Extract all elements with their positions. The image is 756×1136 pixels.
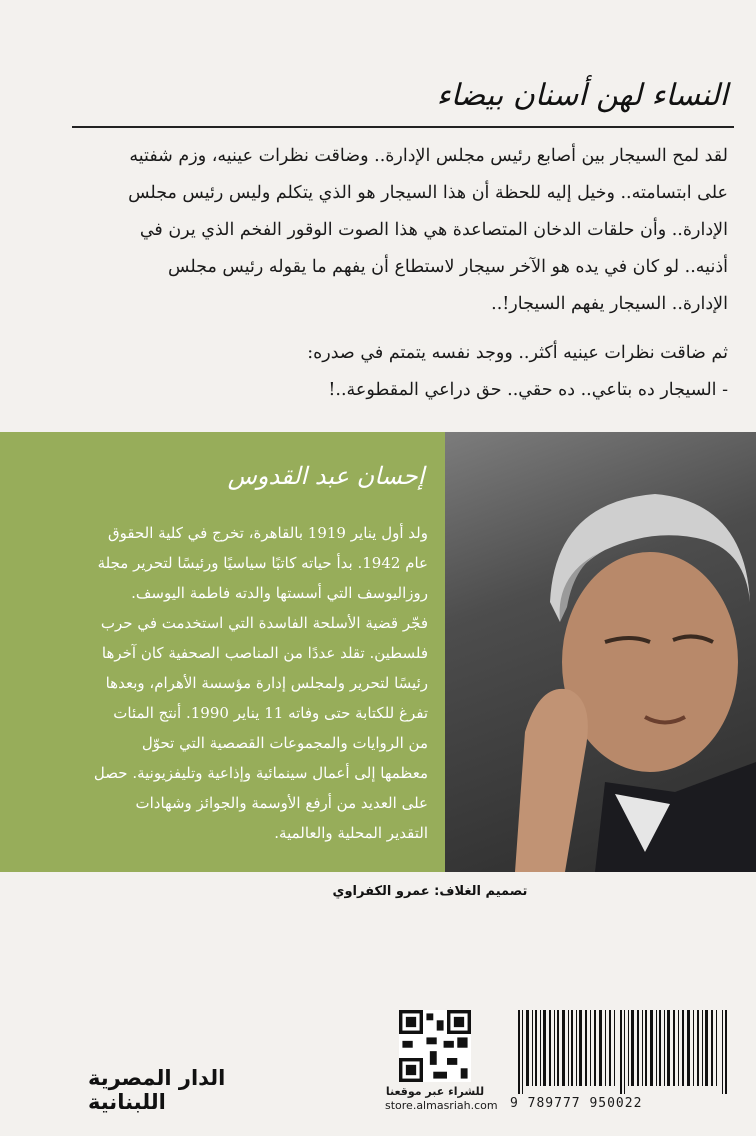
bio-line: ولد أول يناير 1919 بالقاهرة، تخرج في كلية الحقوق	[108, 524, 428, 542]
bio-line: رئيسًا لتحرير ولمجلس إدارة مؤسسة الأهرام، وبعدها	[105, 674, 428, 692]
purchase-label: للشراء عبر موقعنا	[385, 1085, 485, 1098]
bio-line: على العديد من أرفع الأوسمة والجوائز وشهادات	[135, 794, 428, 812]
excerpt-line: أذنيه.. لو كان في يده هو الآخر سيجار لاستطاع أن يفهم ما يقوله رئيس مجلس	[168, 257, 728, 277]
bio-line: روزاليوسف التي أسستها والدته فاطمة اليوسف.	[131, 584, 428, 602]
author-portrait-illustration	[445, 432, 756, 872]
bio-line: تفرغ للكتابة حتى وفاته 11 يناير 1990. أنتج المئات	[113, 704, 428, 722]
bio-line: عام 1942. بدأ حياته كاتبًا سياسيًا ورئيسًا لتحرير مجلة	[97, 554, 428, 572]
book-title: النساء لهن أسنان بيضاء	[436, 78, 728, 113]
bio-line: التقدير المحلية والعالمية.	[274, 824, 428, 842]
excerpt-line: ثم ضاقت نظرات عينيه أكثر.. ووجد نفسه يتمتم في صدره:	[307, 343, 728, 363]
isbn-number: 9 789777 950022	[510, 1096, 643, 1111]
title-divider	[72, 126, 734, 128]
publisher-logo: الدار المصرية اللبنانية	[88, 1066, 226, 1114]
bio-line: من الروايات والمجموعات القصصية التي تحوّل	[141, 734, 428, 752]
author-bio	[28, 518, 428, 848]
excerpt-line: الإدارة.. وأن حلقات الدخان المتصاعدة هي هذا الصوت الوقور الفخم الذي يرن في	[139, 220, 728, 240]
qr-code-icon[interactable]	[399, 1010, 471, 1082]
excerpt-line: لقد لمح السيجار بين أصابع رئيس مجلس الإدارة.. وضاقت نظرات عينيه، وزم شفتيه	[129, 146, 728, 166]
barcode-icon	[510, 1010, 746, 1094]
author-name: إحسان عبد القدوس	[227, 462, 425, 490]
book-excerpt	[70, 138, 728, 409]
bio-line: معظمها إلى أعمال سينمائية وإذاعية وتليفزيونية. حصل	[93, 764, 428, 782]
excerpt-line: على ابتسامته.. وخيل إليه للحظة أن هذا السيجار هو الذي يتكلم وليس رئيس مجلس	[128, 183, 728, 203]
bio-line: فلسطين. تقلد عددًا من المناصب الصحفية كان آخرها	[101, 644, 428, 662]
cover-design-credit: تصميم الغلاف: عمرو الكفراوي	[332, 884, 528, 899]
isbn-barcode-block	[510, 1010, 750, 1111]
bio-line: فجّر قضية الأسلحة الفاسدة التي استخدمت في حرب	[100, 614, 428, 632]
store-url[interactable]: store.almasriah.com	[385, 1099, 498, 1112]
excerpt-line: الإدارة.. السيجار يفهم السيجار!..	[491, 294, 728, 314]
purchase-qr-block	[385, 1010, 498, 1112]
author-photo	[445, 432, 756, 872]
excerpt-line: - السيجار ده بتاعي.. ده حقي.. حق دراعي المقطوعة..!	[328, 380, 728, 400]
